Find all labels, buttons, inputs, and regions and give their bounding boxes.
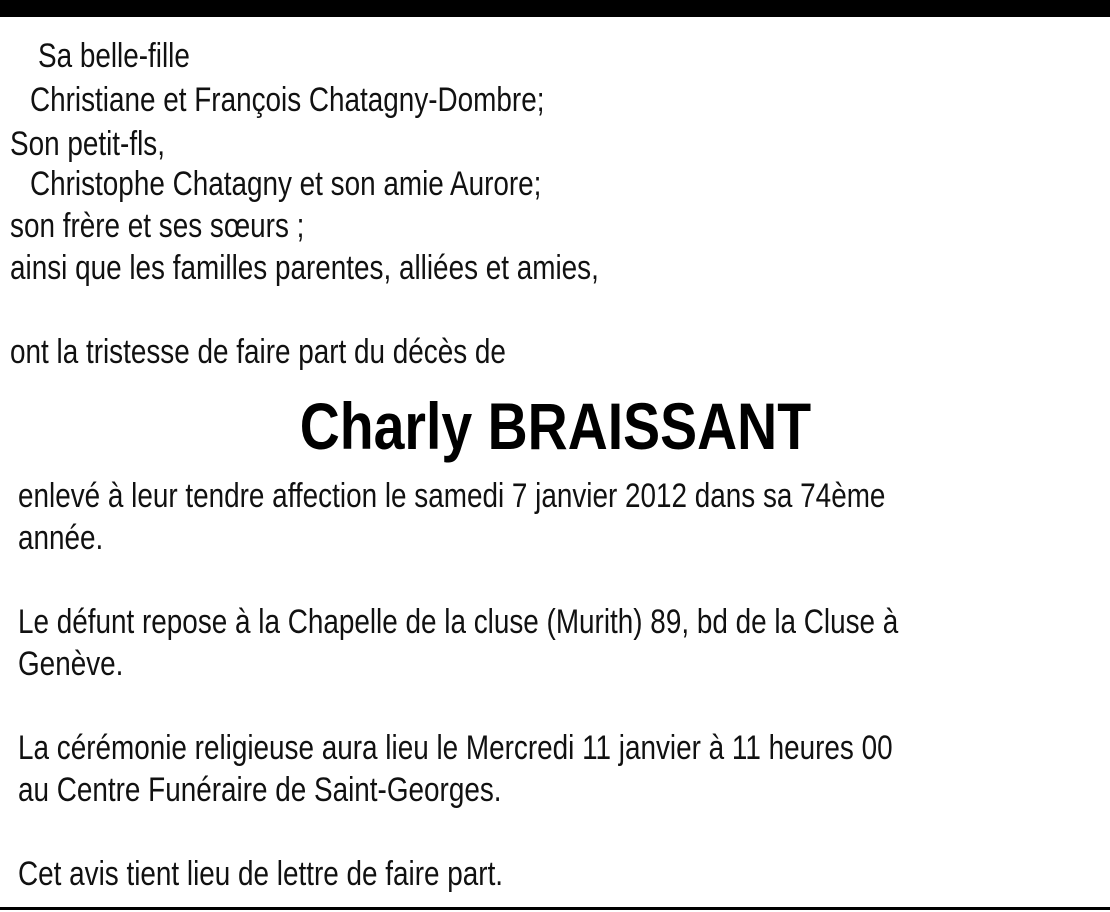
family-line-3: Son petit-fls, <box>10 125 165 163</box>
body-line-3: Le défunt repose à la Chapelle de la cluse (Murith) 89, bd de la Cluse à <box>18 603 899 641</box>
family-line-2: Christiane et François Chatagny-Dombre; <box>30 81 545 119</box>
deceased-name-text: Charly BRAISSANT <box>299 389 811 463</box>
bottom-border-rule <box>0 907 1110 910</box>
announcement-text: ont la tristesse de faire part du décès de <box>10 333 506 371</box>
body-line-6: au Centre Funéraire de Saint-Georges. <box>18 771 502 809</box>
family-line-1: Sa belle-fille <box>38 37 190 75</box>
body-line-5: La cérémonie religieuse aura lieu le Mercredi 11 janvier à 11 heures 00 <box>18 729 893 767</box>
family-line-4: Christophe Chatagny et son amie Aurore; <box>30 165 542 203</box>
family-line-6: ainsi que les familles parentes, alliées et amies, <box>10 249 599 287</box>
top-border-rule <box>0 0 1110 17</box>
body-line-1: enlevé à leur tendre affection le samedi 7 janvier 2012 dans sa 74ème <box>18 477 886 515</box>
family-line-5: son frère et ses sœurs ; <box>10 207 305 245</box>
deceased-name <box>0 386 1110 466</box>
body-line-2: année. <box>18 519 104 557</box>
body-line-4: Genève. <box>18 645 124 683</box>
body-line-7: Cet avis tient lieu de lettre de faire part. <box>18 855 504 893</box>
